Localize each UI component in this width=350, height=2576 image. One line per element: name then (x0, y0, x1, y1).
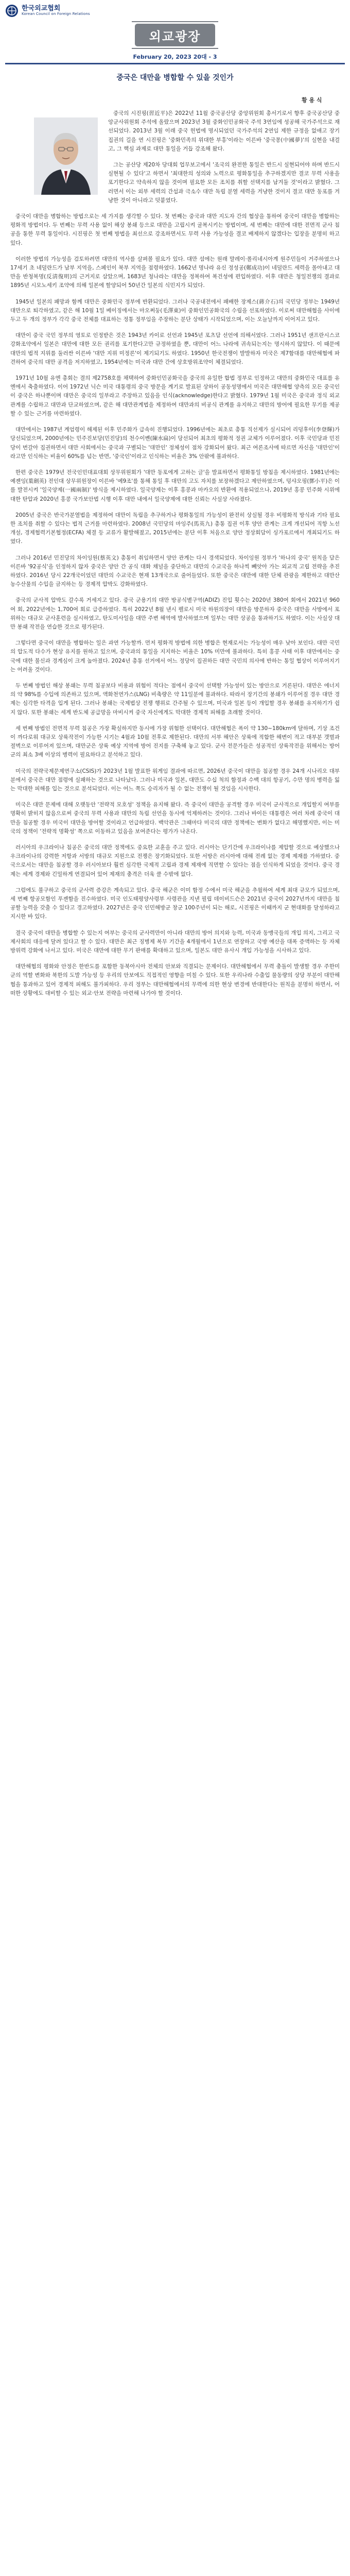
article-body (10, 109, 340, 1005)
paragraph: 그럼에도 불구하고 중국의 군사력 증강은 계속되고 있다. 중국 해군은 이미 함정 수에서 미국 해군을 추월하여 세계 최대 규모가 되었으며, 세 번째 항공모함인 푸젠함을 진수하였다. 미국 인도태평양사령부 사령관을 지낸 필립 데이비드슨은 2021년 중국이 2027년까지 대만을 침공할 능력을 갖출 수 있다고 경고하였다. 2027년은 중국 인민해방군 창군 100주년이 되는 해로, 시진핑은 이때까지 군 현대화를 달성하라고 지시한 바 있다. (10, 887, 340, 920)
paragraph: 러시아의 우크라이나 침공은 중국의 대만 정책에도 중요한 교훈을 주고 있다. 러시아는 단기간에 우크라이나를 제압할 것으로 예상했으나 우크라이나의 강력한 저항과 서방의 대규모 지원으로 전쟁은 장기화되었다. 또한 서방은 러시아에 대해 전례 없는 경제 제재를 가하였다. 중국으로서는 대만을 침공할 경우 러시아보다 훨씬 심각한 국제적 고립과 경제 제재에 직면할 수 있다는 점을 인식하게 되었을 것이다. 중국 경제는 세계 경제와 긴밀하게 연결되어 있어 제재의 충격은 더욱 클 수밖에 없다. (10, 844, 340, 877)
article-title: 중국은 대만을 병합할 수 있을 것인가 (116, 74, 234, 82)
masthead (0, 0, 350, 77)
paragraph: 중국의 군사적 압박도 갈수록 거세지고 있다. 중국 군용기의 대만 방공식별구역(ADIZ) 진입 횟수는 2020년 380여 회에서 2021년 960여 회, 2022년에는 1,700여 회로 급증하였다. 특히 2022년 8월 낸시 펠로시 미국 하원의장이 대만을 방문하자 중국은 대만을 사방에서 포위하는 대규모 군사훈련을 실시하였고, 탄도미사일을 대만 주변 해역에 발사하였으며 일부는 대만 상공을 통과하기도 하였다. 이는 사실상 대만 봉쇄 작전을 연습한 것으로 평가된다. (10, 597, 340, 630)
org-logo[interactable] (5, 4, 90, 18)
issue-date: February 20, 2023 20대 - 3 (133, 54, 217, 60)
paragraph: 두 번째 방법인 해상 봉쇄는 무력 침공보다 비용과 위험이 적다는 점에서 중국이 선택할 가능성이 있는 방안으로 거론된다. 대만은 에너지의 약 98%를 수입에 의존하고 있으며, 액화천연가스(LNG) 비축량은 약 11일분에 불과하다. 따라서 장기간의 봉쇄가 이루어질 경우 대만 경제는 심각한 타격을 입게 된다. 그러나 봉쇄는 국제법상 전쟁 행위로 간주될 수 있으며, 미국과 일본 등이 개입할 경우 봉쇄를 유지하기가 쉽지 않다. 또한 봉쇄는 세계 반도체 공급망을 마비시켜 중국 자신에게도 막대한 경제적 피해를 초래할 것이다. (10, 682, 340, 716)
paragraph: 미국은 대만 문제에 대해 오랫동안 '전략적 모호성' 정책을 유지해 왔다. 즉 중국이 대만을 공격할 경우 미국이 군사적으로 개입할지 여부를 명확히 밝히지 않음으로써 중국의 무력 사용과 대만의 독립 선언을 동시에 억제하려는 것이다. 그러나 바이든 대통령은 여러 차례 중국이 대만을 침공할 경우 미국이 대만을 방어할 것이라고 언급하였다. 백악관은 그때마다 미국의 대만 정책에는 변화가 없다고 해명했지만, 이는 미국의 정책이 '전략적 명확성' 쪽으로 이동하고 있음을 보여준다는 평가가 나온다. (10, 802, 340, 835)
paragraph: 중국이 대만을 병합하는 방법으로는 세 가지를 생각할 수 있다. 첫 번째는 중국과 대만 지도자 간의 협상을 통하여 중국이 대만을 병합하는 평화적 방법이다. 두 번째는 무력 사용 없이 해상 봉쇄 등으로 대만을 고립시켜 굴복시키는 방법이며, 세 번째는 대만에 대한 전면적 군사 침공을 통한 무력 통일이다. 시진핑은 첫 번째 방법을 최선으로 강조하면서도 무력 사용 가능성을 결코 배제하지 않겠다는 입장을 분명히 하고 있다. (10, 213, 340, 246)
paragraph: 결국 중국이 대만을 병합할 수 있는지 여부는 중국의 군사력만이 아니라 대만의 방어 의지와 능력, 미국과 동맹국들의 개입 의지, 그리고 국제사회의 대응에 달려 있다고 할 수 있다. 대만은 최근 징병제 복무 기간을 4개월에서 1년으로 연장하고 국방 예산을 대폭 증액하는 등 자체 방위력 강화에 나서고 있다. 미국은 대만에 대한 무기 판매를 확대하고 있으며, 일본도 대만 유사시 개입 가능성을 시사하고 있다. (10, 929, 340, 954)
paragraph: 대만해협의 평화와 안정은 한반도를 포함한 동북아시아 전체의 안보와 직결되는 문제이다. 대만해협에서 무력 충돌이 발생할 경우 주한미군의 역할 변화와 북한의 도발 가능성 등 우리의 안보에도 직접적인 영향을 미칠 수 있다. 또한 우리나라 수출입 물동량의 상당 부분이 대만해협을 통과하고 있어 경제적 피해도 불가피하다. 우리 정부는 대만해협에서의 무력에 의한 현상 변경에 반대한다는 원칙을 분명히 하면서, 어떠한 상황에도 대비할 수 있는 외교·안보 전략을 마련해 나가야 할 것이다. (10, 963, 340, 996)
paragraph: 한편 중국은 1979년 전국인민대표대회 상무위원회가 '대만 동포에게 고하는 글'을 발표하면서 평화통일 방침을 제시하였다. 1981년에는 예젠잉(葉劍英) 전인대 상무위원장이 이른바 '예9조'를 통해 통일 후 대만의 고도 자치를 보장하겠다고 제안하였으며, 덩샤오핑(鄧小平)은 이를 발전시켜 '일국양제(一國兩制)' 방식을 제시하였다. 일국양제는 이후 홍콩과 마카오의 반환에 적용되었으나, 2019년 홍콩 민주화 시위에 대한 탄압과 2020년 홍콩 국가보안법 시행 이후 대만 내에서 일국양제에 대한 신뢰는 사실상 사라졌다. (10, 469, 340, 502)
series-title: 외교광장 (135, 24, 215, 46)
paragraph: 중국의 시진핑(習近平)은 2022년 11월 중국공산당 중앙위원회 총서기로서 향후 중국공산당 중앙군사위원회 주석에 올랐으며 2023년 3월 중화인민공화국 주석 3연임에 성공해 국가주석으로 재선되었다. 2013년 3월 이래 중국 헌법에 명시되었던 국가주석의 2연임 제한 규정을 없애고 장기 집권의 길을 연 시진핑은 '중화민족의 위대한 부흥'이라는 이른바 '중국몽(中國夢)'의 실현을 내걸고, 그 핵심 과제로 대만 통일을 거듭 강조해 왔다. (108, 110, 340, 152)
paragraph: 그러나 2016년 민진당의 차이잉원(蔡英文) 총통이 취임하면서 양안 관계는 다시 경색되었다. 차이잉원 정부가 '하나의 중국' 원칙을 담은 이른바 '92공식'을 인정하지 않자 중국은 양안 간 공식 대화 채널을 중단하고 대만의 수교국을 하나씩 빼앗아 가는 외교적 고립 전략을 추진하였다. 2016년 당시 22개국이었던 대만의 수교국은 현재 13개국으로 줄어들었다. 또한 중국은 대만에 대한 단체 관광을 제한하고 대만산 농수산물의 수입을 금지하는 등 경제적 압박도 강화하였다. (10, 554, 340, 588)
org-name-ko: 한국외교협회 (22, 5, 61, 12)
paragraph: 2005년 중국은 반국가분열법을 제정하여 대만이 독립을 추구하거나 평화통일의 가능성이 완전히 상실될 경우 비평화적 방식과 기타 필요한 조치를 취할 수 있다는 법적 근거를 마련하였다. 2008년 국민당의 마잉주(馬英九) 총통 집권 이후 양안 관계는 크게 개선되어 직항 노선 개설, 경제협력기본협정(ECFA) 체결 등 교류가 활발해졌고, 2015년에는 분단 이후 처음으로 양안 정상회담이 싱가포르에서 개최되기도 하였다. (10, 512, 340, 545)
paragraph: 그렇다면 중국이 대만을 병합하는 일은 과연 가능할까. 먼저 평화적 방법에 의한 병합은 현재로서는 가능성이 매우 낮아 보인다. 대만 국민의 압도적 다수가 현상 유지를 원하고 있으며, 중국과의 통일을 지지하는 비율은 10% 미만에 불과하다. 특히 홍콩 사태 이후 대만에서는 중국에 대한 불신과 경계심이 크게 높아졌다. 2024년 총통 선거에서 어느 정당이 집권하든 대만 국민의 의사에 반하는 통일 협상이 이루어지기는 어려울 것이다. (10, 640, 340, 673)
paragraph: 대만이 중국 국민 정부의 영토로 인정받은 것은 1943년 카이로 선언과 1945년 포츠담 선언에 의해서였다. 그러나 1951년 샌프란시스코 강화조약에서 일본은 대만에 대한 모든 권리를 포기한다고만 규정하였을 뿐, 대만이 어느 나라에 귀속되는지는 명시하지 않았다. 이 때문에 대만의 법적 지위를 둘러싼 이른바 '대만 지위 미정론'이 제기되기도 하였다. 1950년 한국전쟁이 발발하자 미국은 제7함대를 대만해협에 파견하여 중국의 대만 공격을 저지하였고, 1954년에는 미국과 대만 간에 상호방위조약이 체결되었다. (10, 332, 340, 365)
author-byline: 황 용 식 (302, 97, 322, 104)
org-name-en: Korean Council on Foreign Relations (22, 12, 90, 16)
paragraph: 1971년 10월 유엔 총회는 결의 제2758호를 채택하여 중화인민공화국을 중국의 유일한 합법 정부로 인정하고 대만의 중화민국 대표를 유엔에서 축출하였다. 이어 1972년 닉슨 미국 대통령의 중국 방문을 계기로 발표된 상하이 공동성명에서 미국은 대만해협 양측의 모든 중국인이 중국은 하나뿐이며 대만은 중국의 일부라고 주장하고 있음을 인식(acknowledge)한다고 밝혔다. 1979년 1월 미국은 중국과 정식 외교관계를 수립하고 대만과 단교하였으며, 같은 해 대만관계법을 제정하여 대만과의 비공식 관계를 유지하고 대만의 방어에 필요한 무기를 제공할 수 있는 근거를 마련하였다. (10, 375, 340, 417)
paragraph: 미국의 전략국제문제연구소(CSIS)가 2023년 1월 발표한 워게임 결과에 따르면, 2026년 중국이 대만을 침공할 경우 24개 시나리오 대부분에서 중국은 대만 점령에 실패하는 것으로 나타났다. 그러나 미국과 일본, 대만도 수십 척의 함정과 수백 대의 항공기, 수만 명의 병력을 잃는 막대한 피해를 입는 것으로 분석되었다. 이는 어느 쪽도 승리자가 될 수 없는 전쟁이 될 것임을 시사한다. (10, 768, 340, 792)
paragraph: 이러한 방법의 가능성을 검토하려면 대만의 역사를 살펴볼 필요가 있다. 대만 섬에는 원래 말레이·폴리네시아계 원주민들이 거주하였으나 17세기 초 네덜란드가 남부 지역을, 스페인이 북부 지역을 점령하였다. 1662년 명나라 유신 정성공(鄭成功)이 네덜란드 세력을 몰아내고 대만을 반청복명(反淸復明)의 근거지로 삼았으며, 1683년 청나라는 대만을 정복하여 복건성에 편입하였다. 이후 대만은 청일전쟁의 결과로 1895년 시모노세키 조약에 의해 일본에 할양되어 50년간 일본의 식민지가 되었다. (10, 256, 340, 289)
header-divider (5, 63, 345, 64)
paragraph: 세 번째 방법인 전면적 무력 침공은 가장 확실하지만 동시에 가장 위험한 선택이다. 대만해협은 폭이 약 130~180km에 달하며, 기상 조건이 까다로워 대규모 상륙작전이 가능한 시기는 4월과 10월 전후로 제한된다. 대만의 서부 해안은 상륙에 적합한 해변이 적고 대부분 갯벌과 절벽으로 이루어져 있으며, 대만군은 상륙 예상 지역에 방어 진지를 구축해 놓고 있다. 군사 전문가들은 성공적인 상륙작전을 위해서는 방어군의 최소 3배 이상의 병력이 필요하다고 분석하고 있다. (10, 725, 340, 758)
emblem-icon (5, 4, 19, 18)
paragraph: 그는 공산당 제20차 당대회 업무보고에서 '조국의 완전한 통일은 반드시 실현되어야 하며 반드시 실현될 수 있다'고 하면서 '최대한의 성의와 노력으로 평화통일을 추구하겠지만 결코 무력 사용을 포기한다고 약속하지 않을 것이며 필요한 모든 조치를 취할 선택지를 남겨둘 것'이라고 밝혔다. 그러면서 이는 외부 세력의 간섭과 극소수 대만 독립 분열 세력을 겨냥한 것이지 결코 대만 동포를 겨냥한 것이 아니라고 덧붙였다. (108, 162, 340, 204)
photo-spacer (10, 109, 108, 202)
paragraph: 1945년 일본의 패망과 함께 대만은 중화민국 정부에 반환되었다. 그러나 국공내전에서 패배한 장제스(蔣介石)의 국민당 정부는 1949년 대만으로 퇴각하였고, 같은 해 10월 1일 베이징에서는 마오쩌둥(毛澤東)이 중화인민공화국의 수립을 선포하였다. 이로써 대만해협을 사이에 두고 두 개의 정부가 각각 중국 전체를 대표하는 정통 정부임을 주장하는 분단 상태가 시작되었으며, 이는 오늘날까지 이어지고 있다. (10, 298, 340, 323)
paragraph: 대만에서는 1987년 계엄령이 해제된 이후 민주화가 급속히 진행되었다. 1996년에는 최초로 총통 직선제가 실시되어 리덩후이(李登輝)가 당선되었으며, 2000년에는 민주진보당(민진당)의 천수이볜(陳水扁)이 당선되어 최초의 평화적 정권 교체가 이루어졌다. 이후 국민당과 민진당이 번갈아 집권하면서 대만 사회에서는 중국과 구별되는 '대만인' 정체성이 점차 강화되어 왔다. 최근 여론조사에 따르면 자신을 '대만인'이라고만 인식하는 비율이 60%를 넘는 반면, '중국인'이라고 인식하는 비율은 3% 안팎에 불과하다. (10, 427, 340, 460)
